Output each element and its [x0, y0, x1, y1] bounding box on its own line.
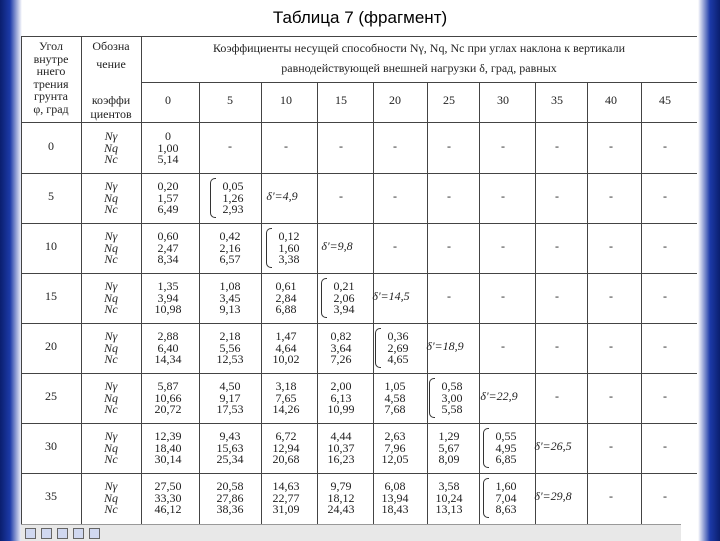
dash-cell: - [501, 288, 505, 303]
cell-value: 6,85 [495, 452, 517, 466]
header-col2-text: чение [96, 57, 126, 71]
v-line [587, 82, 588, 526]
cell-value: 5,56 [219, 340, 241, 355]
cell-value: 2,00 [330, 379, 352, 393]
cell-value: 5,58 [441, 402, 463, 416]
cell-value: 3,00 [441, 390, 463, 405]
cell-value: 7,68 [384, 402, 406, 416]
cell-value: 14,26 [272, 402, 300, 416]
h-line [21, 36, 697, 37]
coef-label: Nc [104, 252, 118, 266]
cell-value: 0,60 [157, 229, 179, 243]
header-angle: 45 [659, 93, 671, 107]
cell-value: 1,05 [384, 379, 406, 393]
coef-label: Nc [104, 202, 118, 216]
row-phi: 0 [48, 138, 54, 153]
row-phi: 20 [45, 338, 57, 353]
cell-value: 2,84 [275, 290, 297, 305]
cell-value: 0 [165, 129, 171, 143]
coef-label: Nγ [104, 329, 118, 343]
dash-cell: - [228, 138, 232, 153]
brace-mark [483, 428, 489, 468]
dash-cell: - [663, 338, 667, 353]
coef-label: Nq [103, 140, 119, 155]
cell-value: 1,60 [278, 240, 300, 255]
brace-mark [210, 178, 216, 218]
dash-cell: - [663, 488, 667, 503]
delta-note: δ'=14,5 [372, 288, 410, 303]
cell-value: 3,45 [219, 290, 241, 305]
dash-cell: - [609, 488, 613, 503]
cell-value: 8,09 [438, 452, 460, 466]
cell-value: 2,47 [157, 240, 179, 255]
v-line [427, 82, 428, 526]
coef-label: Nq [103, 440, 119, 455]
cell-value: 9,13 [219, 302, 241, 316]
dash-cell: - [609, 188, 613, 203]
cell-value: 1,35 [157, 279, 179, 293]
dash-cell: - [501, 338, 505, 353]
h-line [141, 82, 697, 83]
cell-value: 1,47 [275, 329, 297, 343]
delta-note: δ'=9,8 [321, 238, 353, 253]
cell-value: 3,94 [333, 302, 355, 316]
header-angle: 10 [280, 93, 292, 107]
view-outline-icon[interactable] [41, 528, 52, 539]
header-main-text: равнодействующей внешней нагрузки δ, град, равных [281, 61, 557, 75]
header-main-text: Коэффициенты несущей способности Nγ, Nq, Nc при углах наклона к вертикали [213, 41, 625, 55]
row-phi: 30 [45, 438, 57, 453]
cell-value: 2,63 [384, 429, 406, 443]
dash-cell: - [609, 288, 613, 303]
cell-value: 2,16 [219, 240, 241, 255]
dash-cell: - [555, 238, 559, 253]
v-line [21, 36, 22, 526]
dash-cell: - [501, 238, 505, 253]
dash-cell: - [393, 138, 397, 153]
h-line [21, 323, 697, 324]
cell-value: 20,68 [272, 452, 300, 466]
cell-value: 7,65 [275, 390, 297, 405]
cell-value: 0,82 [330, 329, 352, 343]
cell-value: 6,72 [275, 429, 297, 443]
header-angle: 25 [443, 93, 455, 107]
cell-value: 3,58 [438, 479, 460, 493]
cell-value: 7,04 [495, 490, 517, 505]
cell-value: 10,99 [327, 402, 355, 416]
header-col1-text: ннего [36, 64, 66, 78]
coef-label: Nc [104, 152, 118, 166]
row-phi: 5 [48, 188, 54, 203]
cell-value: 6,08 [384, 479, 406, 493]
cell-value: 1,08 [219, 279, 241, 293]
cell-value: 22,77 [272, 490, 300, 505]
cell-value: 7,26 [330, 352, 352, 366]
cell-value: 0,36 [387, 329, 409, 343]
header-angle: 5 [227, 93, 233, 107]
cell-value: 2,18 [219, 329, 241, 343]
cell-value: 12,39 [154, 429, 182, 443]
cell-value: 9,43 [219, 429, 241, 443]
cell-value: 10,24 [435, 490, 463, 505]
brace-mark [321, 278, 327, 318]
dash-cell: - [339, 138, 343, 153]
view-normal-icon[interactable] [25, 528, 36, 539]
cell-value: 5,14 [157, 152, 179, 166]
delta-note: δ'=26,5 [534, 438, 572, 453]
coef-label: Nc [104, 302, 118, 316]
header-col1-text: грунта [34, 89, 68, 103]
cell-value: 1,60 [495, 479, 517, 493]
dash-cell: - [609, 338, 613, 353]
dash-cell: - [609, 138, 613, 153]
cell-value: 4,65 [387, 352, 409, 366]
v-line [479, 82, 480, 526]
cell-value: 4,44 [330, 429, 352, 443]
cell-value: 8,63 [495, 502, 517, 516]
cell-value: 1,57 [157, 190, 179, 205]
brace-mark [429, 378, 435, 418]
header-col1-text: внутре [33, 51, 69, 66]
cell-value: 18,43 [381, 502, 409, 516]
h-line [21, 423, 697, 424]
dash-cell: - [663, 288, 667, 303]
cell-value: 5,87 [157, 379, 179, 393]
cell-value: 2,93 [222, 202, 244, 216]
header-col2-text: Обозна [92, 39, 130, 53]
h-line [21, 473, 697, 474]
cell-value: 10,37 [327, 440, 355, 455]
cell-value: 20,58 [216, 479, 244, 493]
header-angle: 15 [335, 93, 347, 107]
cell-value: 0,12 [278, 229, 300, 243]
cell-value: 12,53 [216, 352, 244, 366]
header-col2-text: коэффи [91, 93, 131, 107]
cell-value: 2,88 [157, 329, 179, 343]
cell-value: 5,67 [438, 440, 460, 455]
status-bar [21, 524, 681, 541]
cell-value: 17,53 [216, 402, 244, 416]
coef-label: Nγ [104, 129, 118, 143]
cell-value: 0,55 [495, 429, 517, 443]
dash-cell: - [663, 238, 667, 253]
view-slide-icon[interactable] [57, 528, 68, 539]
h-line [21, 223, 697, 224]
slideshow-icon[interactable] [89, 528, 100, 539]
cell-value: 27,86 [216, 490, 244, 505]
delta-note: δ'=29,8 [534, 488, 572, 503]
header-angle: 0 [165, 93, 171, 107]
cell-value: 1,00 [157, 140, 179, 155]
coef-label: Nγ [104, 179, 118, 193]
brace-mark [483, 478, 489, 518]
dash-cell: - [555, 338, 559, 353]
dash-cell: - [501, 138, 505, 153]
dash-cell: - [609, 238, 613, 253]
coef-label: Nq [103, 290, 119, 305]
cell-value: 10,02 [272, 352, 300, 366]
dash-cell: - [663, 138, 667, 153]
cell-value: 10,66 [154, 390, 182, 405]
dash-cell: - [339, 188, 343, 203]
coef-label: Nγ [104, 279, 118, 293]
cell-value: 12,94 [272, 440, 300, 455]
cell-value: 0,58 [441, 379, 463, 393]
dash-cell: - [663, 438, 667, 453]
cell-value: 0,21 [333, 279, 355, 293]
delta-note: δ'=18,9 [426, 338, 464, 353]
header-col2-text: циентов [90, 107, 132, 121]
dash-cell: - [609, 388, 613, 403]
cell-value: 15,63 [216, 440, 244, 455]
coef-label: Nγ [104, 379, 118, 393]
coef-label: Nq [103, 190, 119, 205]
brace-mark [266, 228, 272, 268]
cell-value: 2,06 [333, 290, 355, 305]
coef-label: Nγ [104, 479, 118, 493]
dash-cell: - [393, 188, 397, 203]
coef-label: Nc [104, 452, 118, 466]
v-line [141, 36, 142, 526]
cell-value: 3,18 [275, 379, 297, 393]
header-angle: 20 [389, 93, 401, 107]
cell-value: 1,26 [222, 190, 244, 205]
v-line [317, 82, 318, 526]
dash-cell: - [447, 138, 451, 153]
dash-cell: - [555, 188, 559, 203]
row-phi: 10 [45, 238, 57, 253]
dash-cell: - [555, 388, 559, 403]
cell-value: 6,57 [219, 252, 241, 266]
cell-value: 18,12 [327, 490, 355, 505]
h-line [21, 373, 697, 374]
cell-value: 3,94 [157, 290, 179, 305]
row-phi: 25 [45, 388, 57, 403]
dash-cell: - [447, 288, 451, 303]
cell-value: 31,09 [272, 502, 300, 516]
slide-title: Таблица 7 (фрагмент) [272, 8, 448, 27]
cell-value: 4,64 [275, 340, 297, 355]
cell-value: 6,40 [157, 340, 179, 355]
dash-cell: - [284, 138, 288, 153]
cell-value: 14,63 [272, 479, 300, 493]
header-angle: 30 [497, 93, 509, 107]
coef-label: Nq [103, 240, 119, 255]
cell-value: 13,94 [381, 490, 409, 505]
table-document [21, 36, 697, 526]
cell-value: 0,20 [157, 179, 179, 193]
brace-mark [375, 328, 381, 368]
cell-value: 6,88 [275, 302, 297, 316]
cell-value: 12,05 [381, 452, 409, 466]
cell-value: 1,29 [438, 429, 460, 443]
v-line [261, 82, 262, 526]
delta-note: δ'=4,9 [266, 188, 298, 203]
dash-cell: - [393, 238, 397, 253]
h-line [21, 122, 697, 123]
row-phi: 15 [45, 288, 57, 303]
cell-value: 13,13 [435, 502, 463, 516]
header-col1-text: Угол [39, 39, 63, 53]
coef-label: Nγ [104, 429, 118, 443]
cell-value: 16,23 [327, 452, 355, 466]
cell-value: 25,34 [216, 452, 244, 466]
cell-value: 30,14 [154, 452, 182, 466]
cell-value: 9,79 [330, 479, 352, 493]
coef-label: Nγ [104, 229, 118, 243]
cell-value: 24,43 [327, 502, 355, 516]
dash-cell: - [501, 188, 505, 203]
dash-cell: - [555, 288, 559, 303]
header-angle: 35 [551, 93, 563, 107]
view-sorter-icon[interactable] [73, 528, 84, 539]
cell-value: 2,69 [387, 340, 409, 355]
cell-value: 27,50 [154, 479, 182, 493]
v-line [641, 82, 642, 526]
cell-value: 0,42 [219, 229, 241, 243]
coef-label: Nc [104, 402, 118, 416]
header-col1-text: φ, град [33, 101, 69, 116]
h-line [21, 173, 697, 174]
dash-cell: - [447, 188, 451, 203]
cell-value: 4,58 [384, 390, 406, 405]
h-line [21, 273, 697, 274]
cell-value: 6,13 [330, 390, 352, 405]
header-angle: 40 [605, 93, 617, 107]
v-line [373, 82, 374, 526]
header-col1-text: трения [33, 76, 69, 91]
cell-value: 33,30 [154, 490, 182, 505]
cell-value: 10,98 [154, 302, 182, 316]
cell-value: 20,72 [154, 402, 182, 416]
cell-value: 18,40 [154, 440, 182, 455]
cell-value: 6,49 [157, 202, 179, 216]
dash-cell: - [663, 188, 667, 203]
coef-label: Nq [103, 490, 119, 505]
v-line [199, 82, 200, 526]
row-phi: 35 [45, 488, 57, 503]
v-line [81, 36, 82, 526]
coef-label: Nq [103, 390, 119, 405]
dash-cell: - [447, 238, 451, 253]
cell-value: 46,12 [154, 502, 182, 516]
dash-cell: - [663, 388, 667, 403]
coef-label: Nq [103, 340, 119, 355]
cell-value: 4,95 [495, 440, 517, 455]
delta-note: δ'=22,9 [480, 388, 518, 403]
cell-value: 0,05 [222, 179, 244, 193]
v-line [535, 82, 536, 526]
cell-value: 9,17 [219, 390, 241, 405]
dash-cell: - [555, 138, 559, 153]
cell-value: 8,34 [157, 252, 179, 266]
coef-label: Nc [104, 352, 118, 366]
cell-value: 0,61 [275, 279, 297, 293]
cell-value: 38,36 [216, 502, 244, 516]
cell-value: 14,34 [154, 352, 182, 366]
cell-value: 3,38 [278, 252, 300, 266]
cell-value: 3,64 [330, 340, 352, 355]
coef-label: Nc [104, 502, 118, 516]
cell-value: 7,96 [384, 440, 406, 455]
cell-value: 4,50 [219, 379, 241, 393]
dash-cell: - [609, 438, 613, 453]
